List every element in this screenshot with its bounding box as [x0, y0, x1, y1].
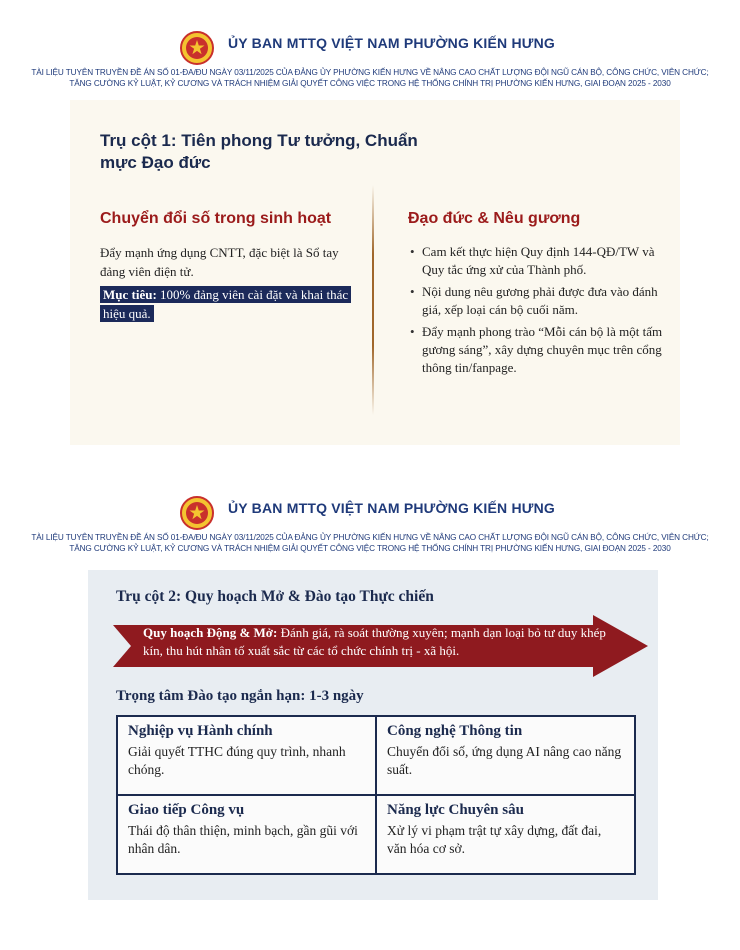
- training-cell: [117, 716, 376, 795]
- ethics-title: Đạo đức & Nêu gương: [408, 210, 581, 227]
- subtitle-line: TÀI LIỆU TUYÊN TRUYỀN ĐỀ ÁN SỐ 01-ĐA/ĐU NGÀY 03/11/2025 CỦA ĐẢNG ỦY PHƯỜNG KIẾN HƯNG VỀ NÂNG CAO CHẤT LƯỢNG ĐỘI NGŨ CÁN BỘ, CÔNG CHỨC, VIÊN CHỨC;: [31, 533, 709, 542]
- org-title: ỦY BAN MTTQ VIỆT NAM PHƯỜNG KIẾN HƯNG: [228, 35, 555, 51]
- training-cell-body: Thái độ thân thiện, minh bạch, gần gũi với nhân dân.: [128, 823, 358, 856]
- digital-transformation-title: Chuyển đổi số trong sinh hoạt: [100, 210, 332, 227]
- digital-transformation-body: Đẩy mạnh ứng dụng CNTT, đặc biệt là Sổ tay đảng viên điện tử.: [100, 245, 339, 279]
- training-cell-body: Giải quyết TTHC đúng quy trình, nhanh chóng.: [128, 744, 346, 777]
- training-cell: [376, 716, 635, 795]
- document-subtitle: [10, 67, 730, 89]
- slide-pillar-1: [0, 25, 740, 447]
- column-divider: [372, 185, 374, 415]
- ethics-list: [408, 243, 666, 381]
- mttq-emblem-icon: [180, 496, 214, 530]
- slide-pillar-2: [0, 490, 740, 930]
- goal-text: 100% đảng viên cài đặt và khai thác hiệu quả.: [103, 287, 349, 321]
- goal-highlight: [100, 285, 358, 323]
- pillar-title: Trụ cột 1: Tiên phong Tư tưởng, Chuẩn mực Đạo đức: [100, 131, 418, 172]
- pillar-panel: [70, 100, 680, 445]
- slide-header: [0, 490, 740, 580]
- training-cell: [117, 795, 376, 874]
- training-cell: [376, 795, 635, 874]
- arrow-banner-body: Đánh giá, rà soát thường xuyên; mạnh dạn loại bỏ tư duy khép kín, thu hút nhân tố xuất sắc từ các tổ chức chính trị - xã hội.: [143, 625, 606, 658]
- pillar-panel: [88, 570, 658, 900]
- document-subtitle: [10, 532, 730, 554]
- subtitle-line: TÀI LIỆU TUYÊN TRUYỀN ĐỀ ÁN SỐ 01-ĐA/ĐU NGÀY 03/11/2025 CỦA ĐẢNG ỦY PHƯỜNG KIẾN HƯNG VỀ NÂNG CAO CHẤT LƯỢNG ĐỘI NGŨ CÁN BỘ, CÔNG CHỨC, VIÊN CHỨC;: [31, 68, 709, 77]
- pillar-title: Trụ cột 2: Quy hoạch Mở & Đào tạo Thực chiến: [116, 588, 434, 605]
- training-cell-title: Năng lực Chuyên sâu: [387, 802, 524, 818]
- training-grid: [116, 715, 636, 875]
- training-cell-title: Công nghệ Thông tin: [387, 723, 523, 739]
- org-title: ỦY BAN MTTQ VIỆT NAM PHƯỜNG KIẾN HƯNG: [228, 500, 555, 516]
- list-item: • Đẩy mạnh phong trào “Mỗi cán bộ là một tấm gương sáng”, xây dựng chuyên mục trên cổng thông tin/fanpage.: [408, 323, 666, 377]
- training-cell-body: Chuyển đổi số, ứng dụng AI nâng cao năng suất.: [387, 744, 622, 777]
- training-title: Trọng tâm Đào tạo ngắn hạn: 1-3 ngày: [116, 688, 364, 704]
- arrow-banner-text: [143, 624, 613, 660]
- mttq-emblem-icon: [180, 31, 214, 65]
- goal-label: Mục tiêu:: [103, 287, 157, 302]
- subtitle-line: TĂNG CƯỜNG KỶ LUẬT, KỶ CƯƠNG VÀ TRÁCH NHIỆM GIẢI QUYẾT CÔNG VIỆC TRONG HỆ THỐNG CHÍNH TRỊ PHƯỜNG KIẾN HƯNG, GIAI ĐOẠN 2025 - 2030: [69, 544, 671, 553]
- training-cell-title: Nghiệp vụ Hành chính: [128, 723, 273, 739]
- list-item: • Cam kết thực hiện Quy định 144-QĐ/TW và Quy tắc ứng xử của Thành phố.: [408, 243, 666, 279]
- arrow-banner-label: Quy hoạch Động & Mở:: [143, 625, 278, 640]
- training-cell-body: Xử lý vi phạm trật tự xây dựng, đất đai, văn hóa cơ sở.: [387, 823, 602, 856]
- subtitle-line: TĂNG CƯỜNG KỶ LUẬT, KỶ CƯƠNG VÀ TRÁCH NHIỆM GIẢI QUYẾT CÔNG VIỆC TRONG HỆ THỐNG CHÍNH TRỊ PHƯỜNG KIẾN HƯNG, GIAI ĐOẠN 2025 - 2030: [69, 79, 671, 88]
- training-cell-title: Giao tiếp Công vụ: [128, 802, 245, 818]
- list-item: • Nội dung nêu gương phải được đưa vào đánh giá, xếp loại cán bộ cuối năm.: [408, 283, 666, 319]
